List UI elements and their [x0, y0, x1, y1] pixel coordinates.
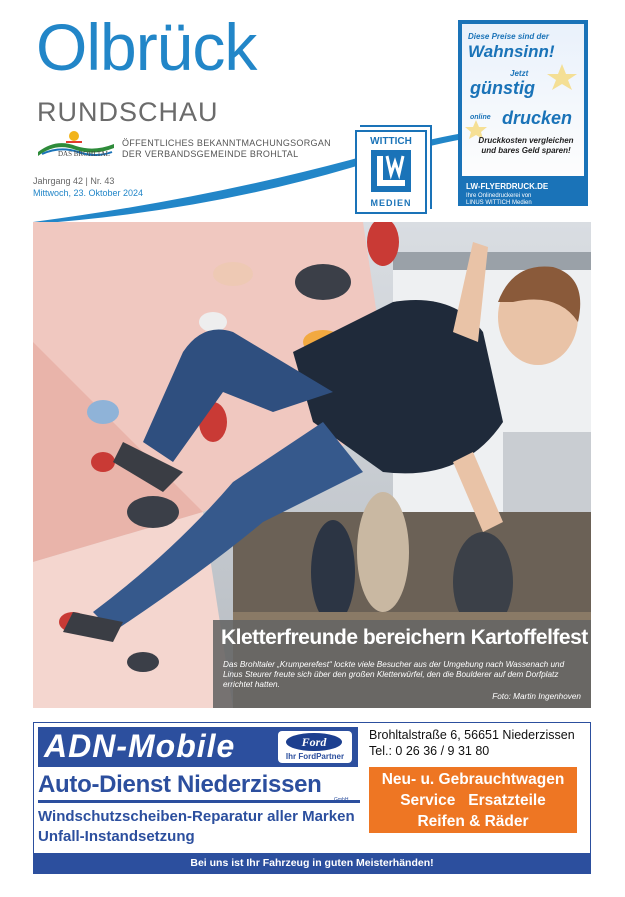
orange-line-3: Reifen & Räder	[417, 813, 529, 830]
phone-line[interactable]: Tel.: 0 26 36 / 9 31 80	[369, 744, 490, 758]
ford-logo-icon: Ford	[286, 733, 342, 751]
feature-headline: Kletterfreunde bereichern Kartoffelfest	[221, 626, 588, 649]
flyer-small-text	[466, 193, 532, 207]
ad-footer-slogan: Bei uns ist Ihr Fahrzeug in guten Meisterhänden!	[34, 853, 590, 873]
divider	[38, 800, 360, 803]
adn-banner	[38, 727, 358, 767]
company-name: Auto-Dienst Niederzissen	[38, 771, 322, 798]
flyer-line-2: Wahnsinn!	[468, 42, 555, 61]
lw-mark-icon	[371, 150, 411, 192]
service-list	[38, 807, 355, 847]
flyer-line-3: Jetzt	[510, 69, 529, 78]
address-line: Brohltalstraße 6, 56651 Niederzissen	[369, 728, 575, 742]
wittich-medien-logo	[355, 130, 427, 214]
adn-mobile-advert[interactable]	[33, 722, 591, 874]
orange-services-box	[369, 767, 577, 833]
feature-text: Das Brohltaler „Krumperefest“ lockte viele Besucher aus der Umgebung nach Wassenach und Linus Steurer freute sich über den großen Kletterwürfel, den die Boulderer auf dem Dorfplatz errichtet hatten.	[223, 660, 565, 689]
logo-text: DAS BROHLTAL	[58, 150, 110, 158]
issue-number: Jahrgang 42 | Nr. 43	[33, 176, 115, 186]
flyer-line-5: online	[470, 114, 491, 121]
organ-line-1: ÖFFENTLICHES BEKANNTMACHUNGSORGAN	[122, 138, 331, 148]
issue-date: Mittwoch, 23. Oktober 2024	[33, 188, 144, 198]
ford-partner-badge	[278, 731, 352, 763]
service-windshield: Windschutzscheiben-Reparatur aller Marken	[38, 808, 355, 825]
wittich-label: WITTICH	[370, 136, 412, 147]
orange-line-2: Service Ersatzteile	[400, 792, 546, 809]
flyer-url[interactable]: LW-FLYERDRUCK.DE	[466, 182, 549, 191]
service-repair: Unfall-Instandsetzung	[38, 828, 195, 845]
flyer-advert[interactable]	[458, 20, 588, 206]
cover-photo	[33, 222, 591, 708]
flyer-line-4: günstig	[470, 78, 535, 98]
photo-caption	[213, 620, 591, 708]
medien-label: MEDIEN	[370, 198, 412, 208]
ford-partner-text: Ihr FordPartner	[285, 752, 345, 761]
contact-address	[369, 727, 575, 759]
flyer-small-2: LINUS WITTICH Medien	[466, 200, 532, 206]
flyer-line-6: drucken	[502, 108, 573, 128]
flyer-advert-body	[462, 24, 584, 176]
adn-brand: ADN-Mobile	[44, 728, 236, 764]
flyer-line-7: Druckkosten vergleichen und bares Geld sparen!	[478, 136, 574, 155]
organ-line-2: DER VERBANDSGEMEINDE BROHLTAL	[122, 149, 299, 159]
newspaper-title: Olbrück	[36, 10, 257, 84]
flyer-line-1: Diese Preise sind der	[468, 32, 549, 41]
orange-line-1: Neu- u. Gebrauchtwagen	[381, 771, 565, 788]
photo-credit: Foto: Martin Ingenhoven	[492, 692, 581, 701]
flyer-small-1: Ihre Onlinedruckerei von	[466, 193, 532, 199]
newspaper-subtitle: RUNDSCHAU	[37, 97, 219, 127]
